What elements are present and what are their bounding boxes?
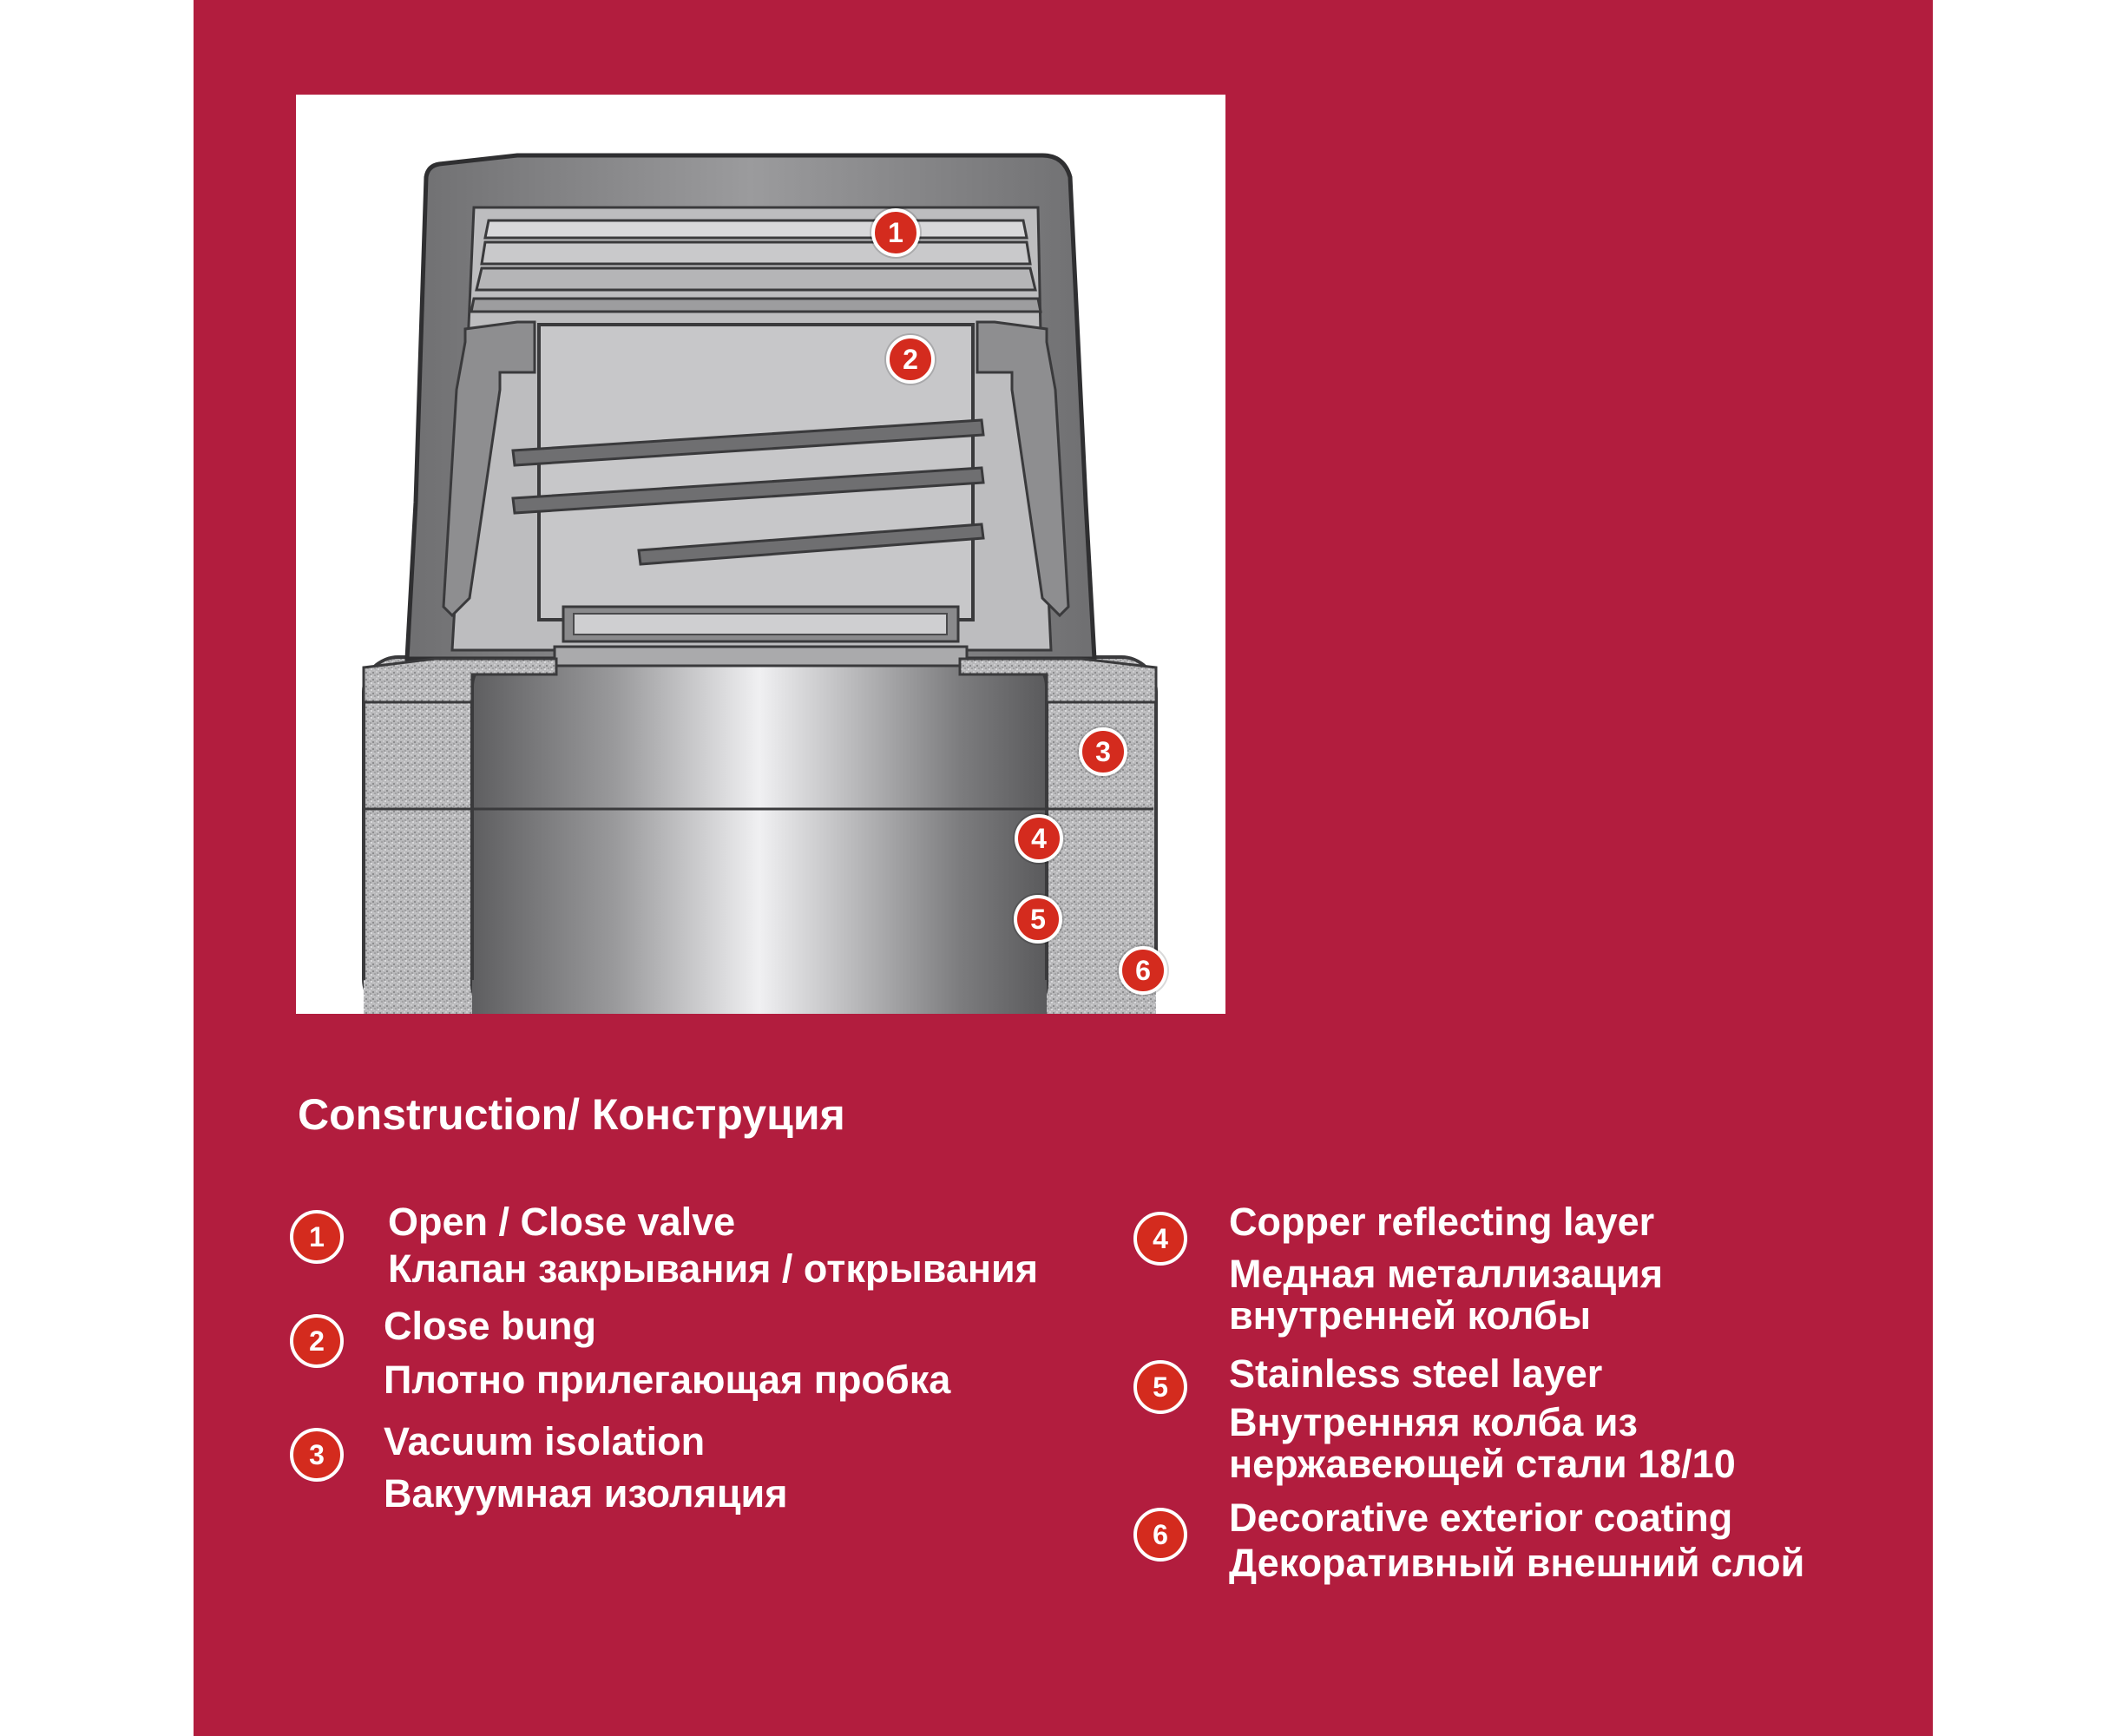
legend-badge-6: 6 xyxy=(1133,1508,1187,1562)
legend-label-ru-1: Клапан закрывания / открывания xyxy=(388,1246,1038,1291)
diagram-marker-1: 1 xyxy=(871,208,920,257)
legend-label-en-3: Vacuum isolation xyxy=(384,1419,706,1463)
legend-badge-4: 4 xyxy=(1133,1212,1187,1266)
legend-label-ru-5: Внутренняя колба из нержавеющей стали 18/10 xyxy=(1229,1400,1736,1486)
section-title: Construction/ Конструция xyxy=(298,1090,845,1139)
diagram-marker-3: 3 xyxy=(1079,727,1127,776)
legend-label-ru-2: Плотно прилегающая пробка xyxy=(384,1358,951,1402)
thermos-cross-section-icon xyxy=(296,95,1225,1014)
legend-badge-3: 3 xyxy=(290,1428,344,1482)
thermos-cross-section-diagram xyxy=(296,95,1225,1014)
legend-label-en-1: Open / Close valve xyxy=(388,1200,736,1244)
legend-label-ru-6: Декоративный внешний слой xyxy=(1229,1541,1805,1585)
diagram-marker-4: 4 xyxy=(1015,814,1063,863)
diagram-marker-2: 2 xyxy=(886,335,935,384)
legend-label-en-5: Stainless steel layer xyxy=(1229,1351,1603,1396)
legend-badge-2: 2 xyxy=(290,1314,344,1368)
legend-badge-5: 5 xyxy=(1133,1360,1187,1414)
legend-label-ru-4: Медная металлизация внутренней колбы xyxy=(1229,1252,1664,1338)
legend-label-en-2: Close bung xyxy=(384,1304,596,1348)
legend-label-en-4: Copper reflecting layer xyxy=(1229,1200,1655,1244)
legend-badge-1: 1 xyxy=(290,1210,344,1264)
diagram-marker-6: 6 xyxy=(1119,946,1167,995)
legend-label-en-6: Decorative exterior coating xyxy=(1229,1496,1733,1540)
legend-label-ru-3: Вакуумная изоляция xyxy=(384,1471,788,1516)
diagram-marker-5: 5 xyxy=(1014,895,1062,944)
